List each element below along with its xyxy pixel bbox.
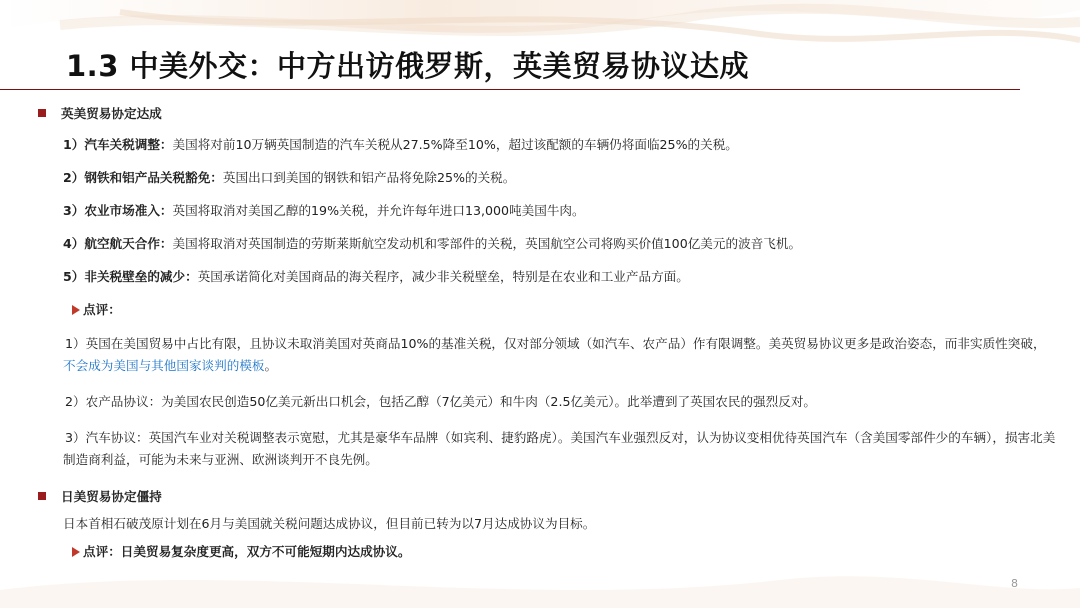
section-label: 日美贸易协定僵持 <box>61 488 162 504</box>
item-lead: 1）汽车关税调整： <box>63 137 173 152</box>
square-bullet-icon <box>38 492 46 500</box>
comment-paragraph <box>38 333 1058 377</box>
slide-content <box>38 102 1058 575</box>
review-label: 点评： <box>83 544 121 559</box>
item-text: 英国将取消对美国乙醇的19%关税，并允许每年进口13,000吨美国牛肉。 <box>172 203 585 218</box>
review-heading <box>38 301 1058 318</box>
review-heading <box>38 543 1058 560</box>
comment-text: 2）农产品协议：为美国农民创造50亿美元新出口机会，包括乙醇（7亿美元）和牛肉（2.5亿美元）。此举遭到了英国农民的强烈反对。 <box>65 394 817 409</box>
item-text: 英国承诺简化对美国商品的海关程序，减少非关税壁垒，特别是在农业和工业产品方面。 <box>197 269 689 284</box>
item-lead: 5）非关税壁垒的减少： <box>63 269 198 284</box>
list-item <box>38 136 1058 153</box>
arrow-bullet-icon <box>72 305 80 315</box>
comment-text: 1）英国在美国贸易中占比有限，且协议未取消美国对英商品10%的基准关税，仅对部分领域（如汽车、农产品）作有限调整。美英贸易协议更多是政治姿态，而非实质性突破， <box>65 336 1046 351</box>
title-divider <box>0 89 1020 90</box>
list-item <box>38 268 1058 285</box>
section-text: 日本首相石破茂原计划在6月与美国就关税问题达成协议，但目前已转为以7月达成协议为目标。 <box>63 516 596 531</box>
review-label: 点评： <box>83 302 121 317</box>
page-number: 8 <box>1011 577 1018 590</box>
arrow-bullet-icon <box>72 547 80 557</box>
section-heading-uk-us <box>38 102 1058 124</box>
square-bullet-icon <box>38 109 46 117</box>
section-heading-japan-us <box>38 485 1058 507</box>
item-text: 美国将取消对英国制造的劳斯莱斯航空发动机和零部件的关税，英国航空公司将购买价值100亿美元的波音飞机。 <box>172 236 802 251</box>
list-item <box>38 235 1058 252</box>
comment-paragraph <box>38 427 1058 471</box>
item-text: 美国将对前10万辆英国制造的汽车关税从27.5%降至10%，超过该配额的车辆仍将面临25%的关税。 <box>172 137 738 152</box>
review-text: 日美贸易复杂度更高，双方不可能短期内达成协议。 <box>120 544 411 559</box>
comment-paragraph <box>38 391 1058 413</box>
comment-text: 3）汽车协议：英国汽车业对关税调整表示宽慰，尤其是豪华车品牌（如宾利、捷豹路虎）。美国汽车业强烈反对，认为协议变相优待英国汽车（含美国零部件少的车辆），损害北美制造商利益，可能为未来与亚洲、欧洲谈判开不良先例。 <box>63 430 1056 467</box>
section-label: 英美贸易协定达成 <box>61 105 162 121</box>
comment-highlight: 不会成为美国与其他国家谈判的模板 <box>63 358 265 373</box>
list-item <box>38 169 1058 186</box>
item-lead: 2）钢铁和铝产品关税豁免： <box>63 170 223 185</box>
item-lead: 3）农业市场准入： <box>63 203 173 218</box>
comment-tail: 。 <box>264 358 278 373</box>
item-lead: 4）航空航天合作： <box>63 236 173 251</box>
section-paragraph <box>38 513 1058 535</box>
item-text: 英国出口到美国的钢铁和铝产品将免除25%的关税。 <box>222 170 516 185</box>
slide-title: 1.3 中美外交：中方出访俄罗斯，英美贸易协议达成 <box>66 49 749 83</box>
list-item <box>38 202 1058 219</box>
